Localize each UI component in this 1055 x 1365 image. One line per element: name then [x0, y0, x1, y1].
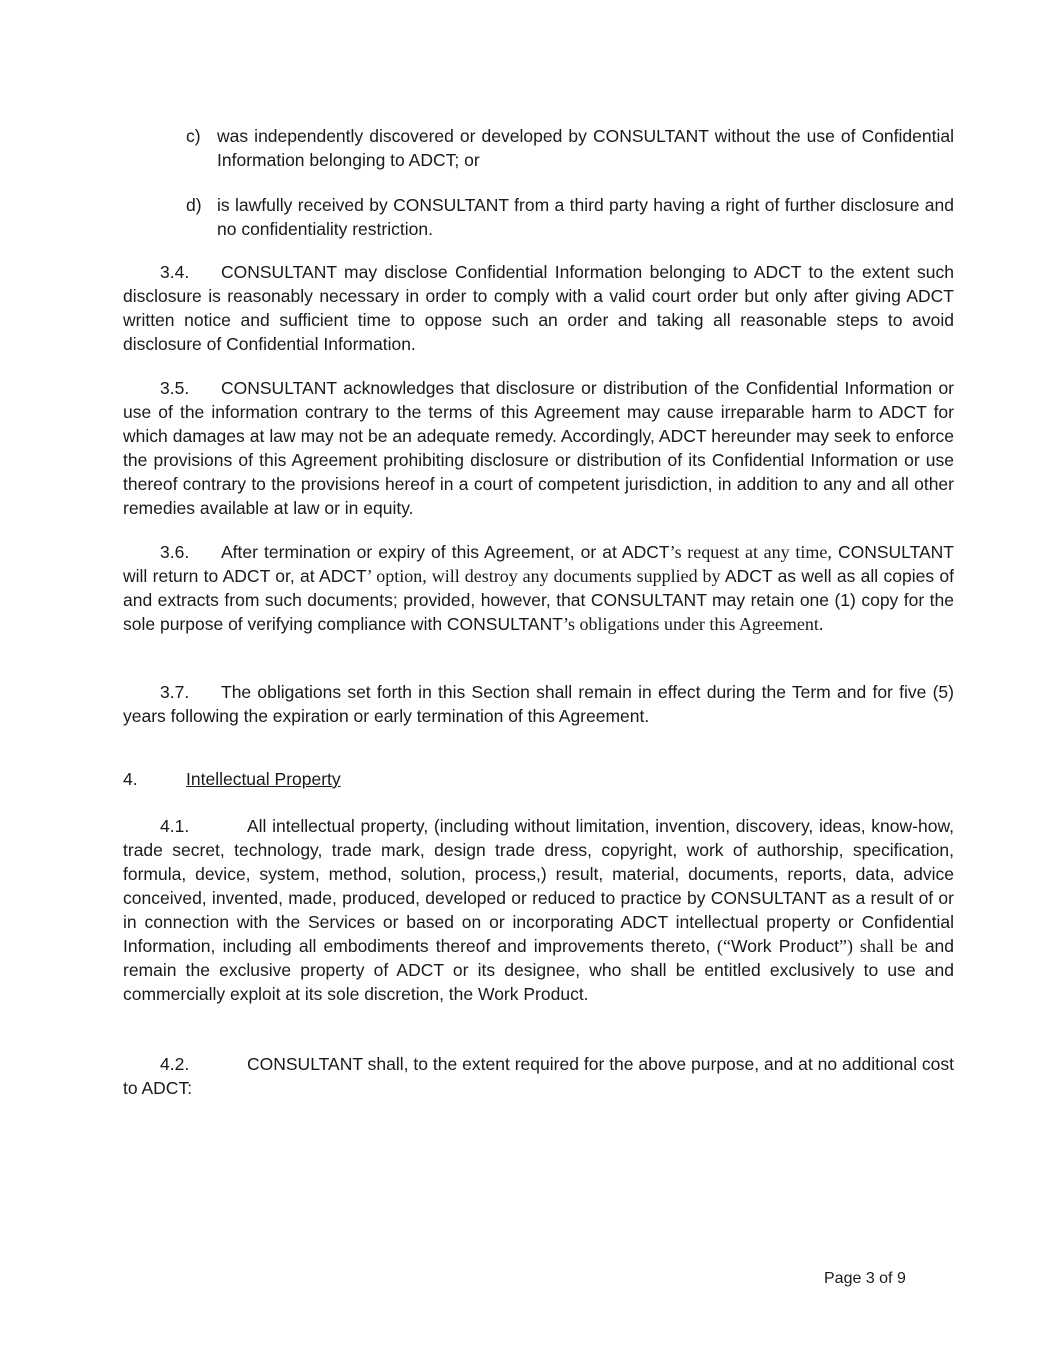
- list-text-d: is lawfully received by CONSULTANT from a third party having a right of further disclosure and no confidentiality restriction.: [217, 195, 954, 239]
- paragraph-text: ’s obligations under this Agreement.: [562, 614, 824, 634]
- page-number-footer: Page 3 of 9: [824, 1270, 906, 1287]
- paragraph-text: CONSULTANT acknowledges that disclosure or distribution of the Confidential Information or use of the information contrary to the terms of this Agreement may cause irreparable harm to ADCT for which damages at law may not be an adequate remedy. Accordingly, ADCT hereunder may seek to enforce the provisions of this Agreement prohibiting disclosure or distribution of its Confidential Information or use thereof contrary to the provisions hereof in a court of competent jurisdiction, in addition to any and all other remedies available at law or in equity.: [123, 378, 954, 518]
- list-text-c: was independently discovered or developed by CONSULTANT without the use of Confidential Information belonging to ADCT; or: [217, 126, 954, 170]
- paragraph-text: ’ option, will destroy any documents supplied by: [366, 566, 721, 586]
- paragraph-number: 4.2.: [160, 1054, 190, 1074]
- paragraph-text: After termination or expiry of this Agreement, or at ADCT: [221, 542, 670, 562]
- list-marker-c: c): [186, 126, 201, 146]
- paragraph-number: 3.7.: [160, 682, 190, 702]
- paragraph-3-4: [123, 260, 954, 356]
- paragraph-number: 3.6.: [160, 542, 190, 562]
- paragraph-number: 4.1.: [160, 816, 190, 836]
- paragraph-text: The obligations set forth in this Section shall remain in effect during the Term and for five (5) years following the expiration or early termination of this Agreement.: [123, 682, 954, 726]
- paragraph-text: All intellectual property, (including without limitation, invention, discovery, ideas, know-how, trade secret, technology, trade mark, design trade dress, copyright, work of authorship, specification, formula, device, system, method, solution, process,) result, material, documents, reports, data, advice conceived, invented, made, produced, developed or reduced to practice by CONSULTANT as a result of or in connection with the Services or based on or incorporating ADCT intellectual property or Confidential Information, including all embodiments thereof and improvements thereto,: [123, 816, 954, 956]
- paragraph-4-2: [123, 1052, 954, 1100]
- paragraph-text: CONSULTANT will return to ADCT or, at ADCT: [123, 542, 954, 586]
- paragraph-number: 3.5.: [160, 378, 190, 398]
- section-heading-4: [123, 767, 341, 791]
- list-marker-d: d): [186, 195, 202, 215]
- paragraph-text: CONSULTANT shall, to the extent required for the above purpose, and at no additional cost to ADCT:: [123, 1054, 954, 1098]
- list-item-c: [186, 124, 954, 172]
- paragraph-text: and remain the exclusive property of ADCT or its designee, who shall be entitled exclusively to use and commercially exploit at its sole discretion, the Work Product.: [123, 936, 955, 1004]
- paragraph-text: ”) shall be: [839, 936, 918, 956]
- paragraph-text: (“: [710, 936, 732, 956]
- paragraph-4-1: [123, 814, 954, 1006]
- defined-term: Work Product: [731, 936, 840, 956]
- section-title: Intellectual Property: [186, 769, 341, 789]
- paragraph-number: 3.4.: [160, 262, 190, 282]
- paragraph-text: ADCT as well as all copies of and extracts from such documents; provided, however, that CONSULTANT may retain one (1) copy for the sole purpose of verifying compliance with CONSULTANT: [123, 566, 955, 634]
- section-number: 4.: [123, 769, 138, 789]
- list-item-d: [186, 193, 954, 241]
- paragraph-text: ’s request at any time,: [669, 542, 832, 562]
- paragraph-text: CONSULTANT may disclose Confidential Information belonging to ADCT to the extent such disclosure is reasonably necessary in order to comply with a valid court order but only after giving ADCT written notice and sufficient time to oppose such an order and taking all reasonable steps to avoid disclosure of Confidential Information.: [123, 262, 954, 354]
- paragraph-3-6: [123, 540, 954, 636]
- paragraph-3-5: [123, 376, 954, 520]
- paragraph-3-7: [123, 680, 954, 728]
